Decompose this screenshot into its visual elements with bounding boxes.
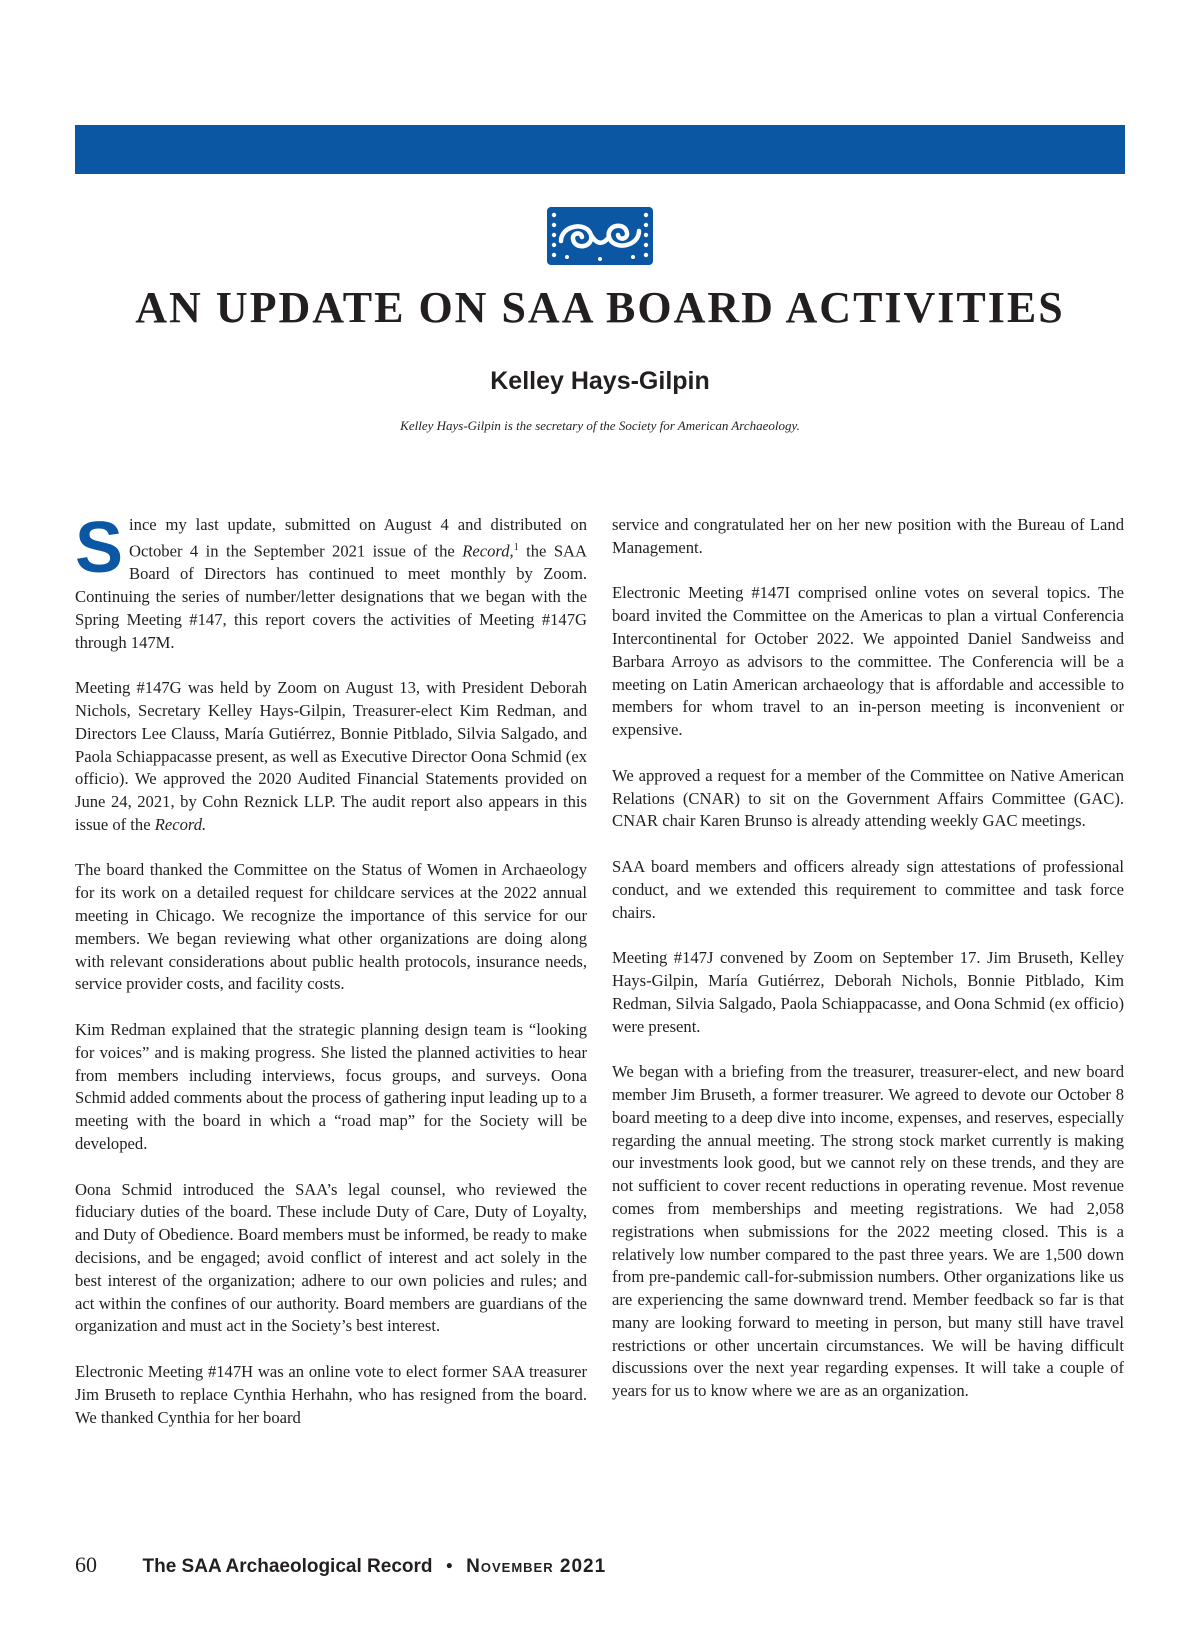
paragraph-continuation: service and congratulated her on her new position with the Bureau of Land Management. — [612, 515, 1124, 557]
header-banner — [75, 125, 1125, 174]
right-column — [612, 514, 1124, 1426]
spiral-scroll-logo-icon — [547, 207, 653, 265]
drop-cap: S — [75, 508, 124, 588]
paragraph-cnar: We approved a request for a member of the Committee on Native American Relations (CNAR) to sit on the Government Affairs Committee (GAC). CNAR chair Karen Brunso is already attending weekly GAC meetings. — [612, 765, 1124, 831]
left-column — [75, 508, 588, 1452]
footer-separator: • — [446, 1556, 453, 1577]
article-title: AN UPDATE ON SAA BOARD ACTIVITIES — [135, 283, 1065, 332]
paragraph-legal-counsel: Oona Schmid introduced the SAA’s legal counsel, who reviewed the fiduciary duties of the board. These include Duty of Care, Duty of Loyalty, and Duty of Obedience. Board members must be informed, be ready to make decisions, and be engaged; avoid conflict of interest and act solely in the best interest of the organization; adhere to our own policies and rules; and act within the confines of our authority. Board members are guardians of the organization and must act in the Society’s best interest. — [75, 1179, 587, 1336]
paragraph-meeting-147g — [75, 677, 587, 837]
record-italic: Record, — [462, 541, 514, 561]
paragraph-meeting-147h: Electronic Meeting #147H was an online vote to elect former SAA treasurer Jim Bruseth to replace Cynthia Herhahn, who has resigned from the board. We thanked Cynthia for her board — [75, 1362, 587, 1427]
author-name: Kelley Hays-Gilpin — [490, 367, 710, 395]
page-footer — [75, 1552, 606, 1578]
page-number: 60 — [75, 1552, 97, 1577]
intro-text-a: ince my last update, submitted on August 4 and distributed on October 4 in the September 2021 issue of the — [129, 515, 587, 561]
paragraph-meeting-147j: Meeting #147J convened by Zoom on September 17. Jim Bruseth, Kelley Hays-Gilpin, María Gutiérrez, Deborah Nichols, Bonnie Pitblado, Kim Redman, Silvia Salgado, Paola Schiappacasse, and Oona Schmid (ex officio) were present. — [612, 948, 1124, 1036]
paragraph-attestations: SAA board members and officers already sign attestations of professional conduct, and we extended this requirement to committee and task force chairs. — [612, 856, 1124, 922]
paragraph-childcare: The board thanked the Committee on the Status of Women in Archaeology for its work on a detailed request for childcare services at the 2022 annual meeting in Chicago. We recognize the importance of this service for our members. We began reviewing what other organizations are doing along with relevant considerations about public health protocols, insurance needs, service provider costs, and facility costs. — [75, 860, 587, 994]
paragraph-treasurer-briefing: We began with a briefing from the treasurer, treasurer-elect, and new board member Jim Bruseth, a former treasurer. We agreed to devote our October 8 board meeting to a deep dive into income, expenses, and reserves, especially regarding the annual meeting. The strong stock market currently is making our investments look good, but we cannot rely on these trends, and they are not sufficient to cover recent reductions in operating revenue. Most revenue comes from memberships and meeting registrations. We had 2,058 registrations when submissions for the 2022 meeting closed. This is a relatively low number compared to the past three years. We are 1,500 down from pre-pandemic call-for-submission numbers. Other organizations like us are experiencing the same downward trend. Member feedback so far is that many are looking forward to meeting in person, but many still have travel restrictions or other uncertain circumstances. We will be having difficult discussions over the next year regarding expenses. It will take a couple of years for us to know where we are as an organization. — [612, 1062, 1124, 1401]
paragraph-meeting-147i: Electronic Meeting #147I comprised online votes on several topics. The board invited the Committee on the Americas to plan a virtual Conferencia Intercontinental for October 2022. We appointed Daniel Sandweiss and Barbara Arroyo as advisors to the committee. The Conferencia will be a meeting on Latin American archaeology that is affordable and accessible to members for whom travel to an in-person meeting is inconvenient or expensive. — [612, 583, 1124, 740]
footnote-ref: 1 — [513, 541, 519, 553]
meeting-147g-text: Meeting #147G was held by Zoom on August 13, with President Deborah Nichols, Secretary Kelley Hays-Gilpin, Treasurer-elect Kim Redman, and Directors Lee Clauss, María Gutiérrez, Bonnie Pitblado, Silvia Salgado, and Paola Schiappacasse present, as well as Executive Director Oona Schmid (ex officio). We approved the 2020 Audited Financial Statements provided on June 24, 2021, by Cohn Reznick LLP. The audit report also appears in this issue of the — [75, 678, 587, 834]
paragraph-intro — [75, 508, 588, 654]
issue-date: November 2021 — [466, 1556, 607, 1577]
publication-name: The SAA Archaeological Record — [142, 1556, 433, 1577]
record-italic-2: Record. — [154, 814, 207, 834]
author-bio: Kelley Hays-Gilpin is the secretary of the Society for American Archaeology. — [400, 418, 800, 433]
intro-text-b: the SAA Board of Directors has continued to meet monthly by Zoom. Continuing the series of number/letter designations that we began with the Spring Meeting #147, this report covers the activities of Meeting #147G through 147M. — [75, 541, 588, 652]
paragraph-strategic-planning: Kim Redman explained that the strategic planning design team is “looking for voices” and is making progress. She listed the planned activities to hear from members including interviews, focus groups, and surveys. Oona Schmid added comments about the process of gathering input leading up to a meeting with the board in which a “road map” for the Society will be developed. — [75, 1020, 587, 1154]
